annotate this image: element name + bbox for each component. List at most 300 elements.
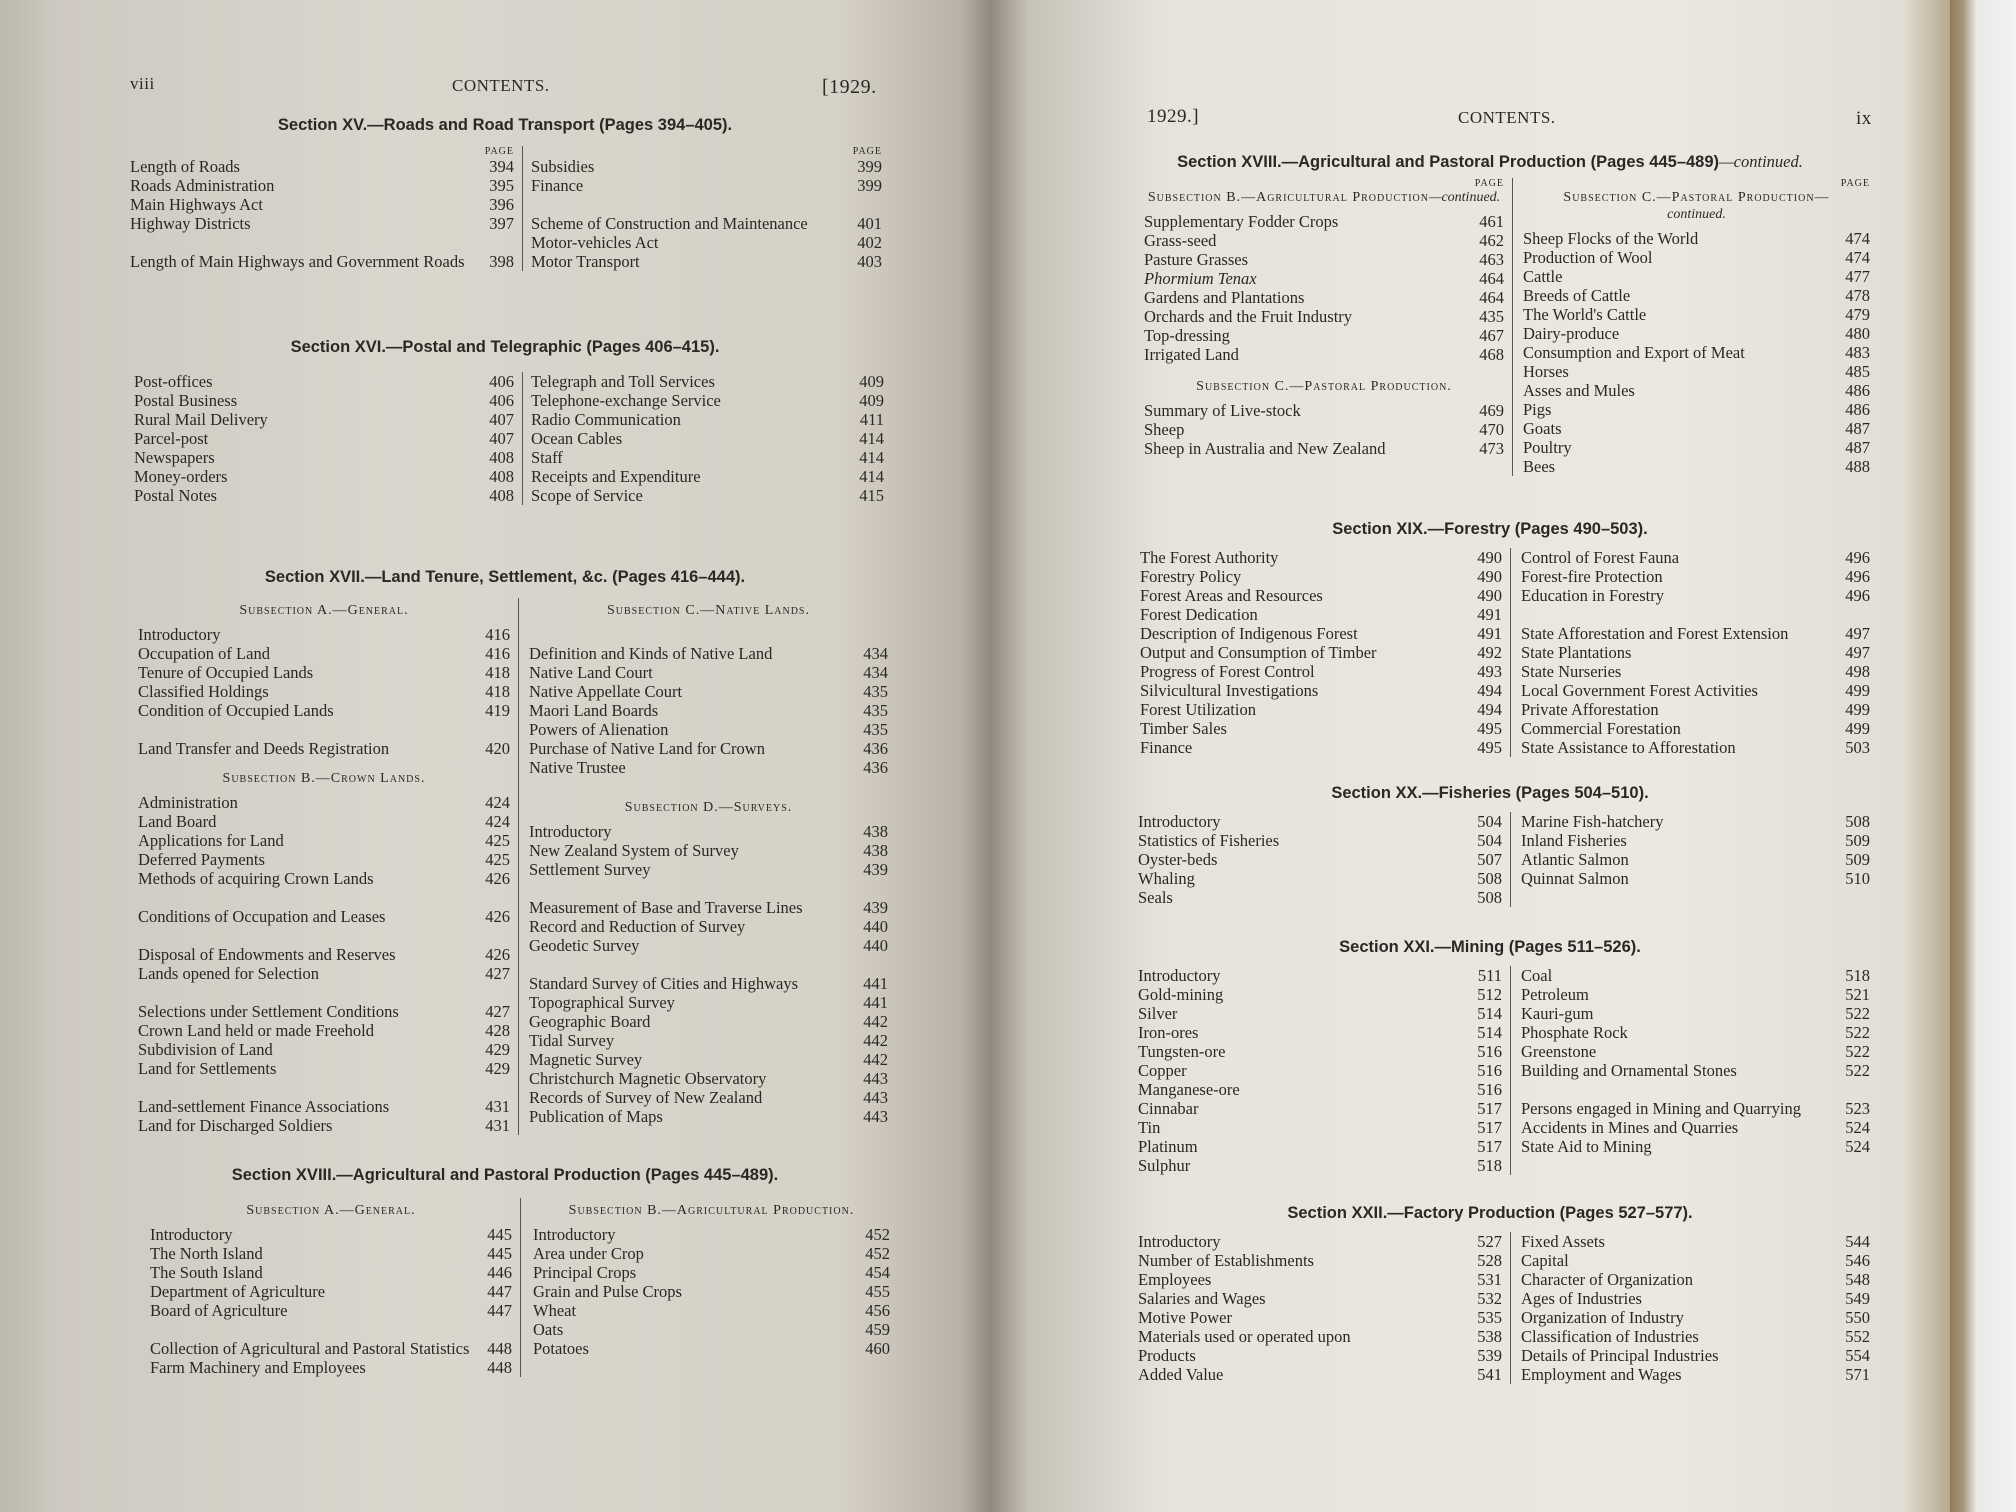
toc-entry-label: Private Afforestation xyxy=(1521,700,1659,719)
subsection-a-heading: Subsection A.—General. xyxy=(246,1203,416,1218)
toc-entry-label: Area under Crop xyxy=(533,1244,644,1263)
toc-entry-page: 407 xyxy=(489,429,514,448)
toc-entry-label: Silvicultural Investigations xyxy=(1140,681,1319,700)
toc-entry xyxy=(1521,738,1870,757)
toc-entry-list xyxy=(1521,548,1870,757)
toc-entry-label: Forest Areas and Resources xyxy=(1140,586,1323,605)
toc-entry-page: 418 xyxy=(485,682,510,701)
toc-entry xyxy=(531,157,882,176)
toc-entry xyxy=(1144,231,1504,250)
section-xvi-right-col xyxy=(522,372,884,505)
toc-entry-label: Phormium Tenax xyxy=(1144,269,1257,288)
toc-entry-label: Description of Indigenous Forest xyxy=(1140,624,1358,643)
toc-entry xyxy=(130,195,514,214)
toc-entry-label: Settlement Survey xyxy=(529,860,651,879)
section-xxii-right-col xyxy=(1510,1232,1870,1384)
toc-entry xyxy=(1521,548,1870,567)
toc-entry-label: Timber Sales xyxy=(1140,719,1227,738)
toc-entry-label: Postal Notes xyxy=(134,486,217,505)
toc-entry-label: Parcel-post xyxy=(134,429,209,448)
toc-entry xyxy=(1140,719,1502,738)
toc-entry xyxy=(130,233,514,271)
toc-entry-label: Kauri-gum xyxy=(1521,1004,1594,1023)
toc-entry-label: State Plantations xyxy=(1521,643,1632,662)
toc-entry-page: 467 xyxy=(1479,326,1504,345)
page-year: [1929. xyxy=(822,76,877,98)
toc-entry-label: Introductory xyxy=(533,1225,616,1244)
toc-entry xyxy=(1138,1365,1502,1384)
toc-entry-label: Land for Settlements xyxy=(138,1059,277,1078)
toc-entry xyxy=(533,1282,890,1301)
toc-entry xyxy=(533,1339,890,1358)
toc-entry xyxy=(134,429,514,448)
toc-entry-page: 479 xyxy=(1845,305,1870,324)
toc-entry-page: 508 xyxy=(1477,869,1502,888)
toc-entry xyxy=(1521,831,1870,850)
toc-entry-page: 522 xyxy=(1845,1042,1870,1061)
toc-entry-label: Classification of Industries xyxy=(1521,1327,1699,1346)
toc-entry-page: 517 xyxy=(1477,1118,1502,1137)
toc-entry-page: 439 xyxy=(863,898,888,917)
toc-entry xyxy=(138,720,510,758)
toc-entry-page: 409 xyxy=(859,391,884,410)
toc-entry-label: Whaling xyxy=(1138,869,1195,888)
toc-entry-page: 441 xyxy=(863,993,888,1012)
toc-entry xyxy=(1138,1061,1502,1080)
toc-entry xyxy=(138,888,510,926)
toc-entry xyxy=(531,372,884,391)
toc-entry-label: Consumption and Export of Meat xyxy=(1523,343,1745,362)
section-xviii-cont-columns xyxy=(1144,178,1870,476)
toc-entry-label: Dairy-produce xyxy=(1523,324,1620,343)
toc-entry xyxy=(533,1244,890,1263)
toc-entry xyxy=(529,1012,888,1031)
toc-entry xyxy=(1521,567,1870,586)
section-xv-columns xyxy=(130,146,882,271)
toc-entry xyxy=(1521,869,1870,888)
toc-entry-page: 518 xyxy=(1477,1156,1502,1175)
toc-entry-page: 425 xyxy=(485,850,510,869)
toc-entry-page: 416 xyxy=(485,625,510,644)
toc-entry-page: 414 xyxy=(859,467,884,486)
toc-entry-page: 462 xyxy=(1479,231,1504,250)
toc-entry-page: 443 xyxy=(863,1088,888,1107)
toc-entry xyxy=(138,850,510,869)
toc-entry xyxy=(138,1021,510,1040)
toc-entry-label: Disposal of Endowments and Reserves xyxy=(138,945,396,964)
toc-entry-page: 510 xyxy=(1845,869,1870,888)
toc-entry-page: 480 xyxy=(1845,324,1870,343)
toc-entry-page: 411 xyxy=(859,410,884,429)
toc-entry-page: 498 xyxy=(1845,662,1870,681)
section-xviii-cont-right-col xyxy=(1512,178,1870,476)
toc-entry-label: Statistics of Fisheries xyxy=(1138,831,1280,850)
toc-entry xyxy=(134,486,514,505)
toc-entry-page: 497 xyxy=(1845,643,1870,662)
toc-entry-page: 441 xyxy=(863,974,888,993)
toc-entry-page: 402 xyxy=(857,233,882,252)
toc-entry xyxy=(529,879,888,917)
section-xviii-cont-left-col xyxy=(1144,178,1512,476)
toc-entry-page: 452 xyxy=(865,1225,890,1244)
toc-entry-page: 394 xyxy=(489,157,514,176)
toc-entry-page: 532 xyxy=(1477,1289,1502,1308)
toc-entry-page: 535 xyxy=(1477,1308,1502,1327)
toc-entry-label: Sulphur xyxy=(1138,1156,1191,1175)
subsection-c-heading: Subsection C.—Pastoral Production. xyxy=(1196,379,1452,394)
subsection-c2-text: Subsection C.—Pastoral Production— xyxy=(1563,190,1830,205)
toc-entry-page: 448 xyxy=(487,1339,512,1358)
toc-entry xyxy=(1138,1346,1502,1365)
section-xx-columns xyxy=(1138,812,1870,907)
toc-entry-label: New Zealand System of Survey xyxy=(529,841,739,860)
toc-entry-label: Administration xyxy=(138,793,238,812)
toc-entry-page: 491 xyxy=(1477,605,1502,624)
toc-entry-list xyxy=(533,1225,890,1358)
section-xxi-left-col xyxy=(1138,966,1510,1175)
toc-entry-list xyxy=(1144,212,1504,364)
toc-entry-label: Forest Utilization xyxy=(1140,700,1256,719)
toc-entry-page: 524 xyxy=(1845,1118,1870,1137)
toc-entry-page: 447 xyxy=(487,1282,512,1301)
toc-entry xyxy=(138,869,510,888)
toc-entry-label: Sheep in Australia and New Zealand xyxy=(1144,439,1386,458)
right-page xyxy=(990,0,1950,1512)
toc-entry xyxy=(150,1301,512,1320)
toc-entry-list xyxy=(130,157,514,271)
toc-entry-page: 434 xyxy=(863,663,888,682)
toc-entry xyxy=(138,1040,510,1059)
toc-entry-page: 408 xyxy=(489,467,514,486)
section-xx-title: Section XX.—Fisheries (Pages 504–510). xyxy=(1331,784,1649,802)
toc-entry xyxy=(1140,738,1502,757)
toc-entry-page: 497 xyxy=(1845,624,1870,643)
toc-entry-label: Motor-vehicles Act xyxy=(531,233,659,252)
toc-entry-label: Farm Machinery and Employees xyxy=(150,1358,366,1377)
toc-entry-label: Materials used or operated upon xyxy=(1138,1327,1351,1346)
toc-entry-page: 419 xyxy=(485,701,510,720)
toc-entry-label: Tidal Survey xyxy=(529,1031,615,1050)
toc-entry xyxy=(130,157,514,176)
toc-entry-list xyxy=(531,157,882,271)
section-xix-title: Section XIX.—Forestry (Pages 490–503). xyxy=(1332,520,1648,538)
toc-entry-page: 448 xyxy=(487,1358,512,1377)
toc-entry-label: The Forest Authority xyxy=(1140,548,1279,567)
toc-entry-label: Classified Holdings xyxy=(138,682,269,701)
toc-entry-list xyxy=(529,822,888,1126)
toc-entry-label: Topographical Survey xyxy=(529,993,675,1012)
toc-entry-page: 549 xyxy=(1845,1289,1870,1308)
toc-entry xyxy=(531,195,882,233)
toc-entry-label: Character of Organization xyxy=(1521,1270,1693,1289)
toc-entry-label: Powers of Alienation xyxy=(529,720,669,739)
toc-entry-page: 461 xyxy=(1479,212,1504,231)
toc-entry xyxy=(1144,420,1504,439)
toc-entry-label: Atlantic Salmon xyxy=(1521,850,1629,869)
toc-entry-label: Newspapers xyxy=(134,448,215,467)
toc-entry-page: 428 xyxy=(485,1021,510,1040)
toc-entry-page: 420 xyxy=(485,739,510,758)
toc-entry-page: 516 xyxy=(1477,1042,1502,1061)
toc-entry-page: 440 xyxy=(863,917,888,936)
toc-entry-page: 443 xyxy=(863,1107,888,1126)
toc-entry-label: Definition and Kinds of Native Land xyxy=(529,644,773,663)
toc-entry xyxy=(1140,624,1502,643)
page-number: ix xyxy=(1856,108,1872,129)
toc-entry-page: 531 xyxy=(1477,1270,1502,1289)
toc-entry xyxy=(533,1225,890,1244)
toc-entry-label: Production of Wool xyxy=(1523,248,1653,267)
toc-entry-label: Introductory xyxy=(1138,966,1221,985)
toc-entry-page: 435 xyxy=(863,720,888,739)
toc-entry-label: Conditions of Occupation and Leases xyxy=(138,907,386,926)
toc-entry-page: 470 xyxy=(1479,420,1504,439)
toc-entry-page: 554 xyxy=(1845,1346,1870,1365)
toc-entry-label: Condition of Occupied Lands xyxy=(138,701,334,720)
toc-entry-page: 507 xyxy=(1477,850,1502,869)
toc-entry-label: Commercial Forestation xyxy=(1521,719,1681,738)
toc-entry-page: 442 xyxy=(863,1012,888,1031)
toc-entry-label: Tin xyxy=(1138,1118,1161,1137)
toc-entry-label: Capital xyxy=(1521,1251,1569,1270)
toc-entry-label: Motive Power xyxy=(1138,1308,1232,1327)
toc-entry xyxy=(1140,662,1502,681)
toc-entry-label: Cattle xyxy=(1523,267,1563,286)
continued-text: —continued. xyxy=(1719,152,1803,171)
section-xxii-left-col xyxy=(1138,1232,1510,1384)
toc-entry xyxy=(529,625,888,663)
toc-entry xyxy=(529,993,888,1012)
toc-entry xyxy=(1523,381,1870,400)
toc-entry-label: State Afforestation and Forest Extension xyxy=(1521,624,1789,643)
section-xviii-columns xyxy=(150,1198,890,1377)
toc-entry-page: 468 xyxy=(1479,345,1504,364)
toc-entry xyxy=(1140,643,1502,662)
toc-entry xyxy=(150,1358,512,1377)
toc-entry-label: Phosphate Rock xyxy=(1521,1023,1628,1042)
toc-entry xyxy=(1138,850,1502,869)
toc-entry xyxy=(150,1244,512,1263)
toc-entry-label: Greenstone xyxy=(1521,1042,1597,1061)
toc-entry xyxy=(138,793,510,812)
toc-entry-label: Department of Agriculture xyxy=(150,1282,326,1301)
toc-entry-page: 426 xyxy=(485,869,510,888)
toc-entry-page: 435 xyxy=(863,682,888,701)
toc-entry xyxy=(1138,1232,1502,1251)
toc-entry-page: 435 xyxy=(863,701,888,720)
toc-entry xyxy=(1523,229,1870,248)
toc-entry-page: 548 xyxy=(1845,1270,1870,1289)
toc-entry-label: Forestry Policy xyxy=(1140,567,1242,586)
toc-entry-label: Added Value xyxy=(1138,1365,1224,1384)
page-number: viii xyxy=(130,74,155,93)
toc-entry-page: 550 xyxy=(1845,1308,1870,1327)
toc-entry xyxy=(1521,662,1870,681)
toc-entry xyxy=(1521,850,1870,869)
toc-entry xyxy=(1144,307,1504,326)
toc-entry xyxy=(1138,1289,1502,1308)
toc-entry-page: 494 xyxy=(1477,681,1502,700)
section-xviii-left-col xyxy=(150,1198,520,1377)
toc-entry xyxy=(1144,288,1504,307)
section-xvii-columns xyxy=(138,598,888,1135)
toc-entry xyxy=(533,1320,890,1339)
toc-entry-label: Accidents in Mines and Quarries xyxy=(1521,1118,1739,1137)
toc-entry-page: 490 xyxy=(1477,567,1502,586)
toc-entry xyxy=(138,926,510,964)
toc-entry-label: Gold-mining xyxy=(1138,985,1224,1004)
toc-entry-page: 477 xyxy=(1845,267,1870,286)
toc-entry-page: 442 xyxy=(863,1050,888,1069)
toc-entry-page: 464 xyxy=(1479,269,1504,288)
toc-entry-page: 459 xyxy=(865,1320,890,1339)
toc-entry xyxy=(1521,812,1870,831)
toc-entry-list xyxy=(1140,548,1502,757)
toc-entry xyxy=(1521,1080,1870,1118)
toc-entry xyxy=(1523,457,1870,476)
toc-entry-page: 528 xyxy=(1477,1251,1502,1270)
toc-entry-page: 522 xyxy=(1845,1061,1870,1080)
section-xv-right-col xyxy=(522,146,882,271)
toc-entry-page: 455 xyxy=(865,1282,890,1301)
toc-entry xyxy=(1138,966,1502,985)
toc-entry-label: Motor Transport xyxy=(531,252,640,271)
section-xviii-right-col xyxy=(520,1198,890,1377)
toc-entry xyxy=(1521,1308,1870,1327)
toc-entry-page: 486 xyxy=(1845,381,1870,400)
toc-entry xyxy=(134,467,514,486)
toc-entry-label: Subdivision of Land xyxy=(138,1040,273,1059)
toc-entry xyxy=(529,860,888,879)
toc-entry-page: 435 xyxy=(1479,307,1504,326)
toc-entry xyxy=(138,701,510,720)
toc-entry-page: 546 xyxy=(1845,1251,1870,1270)
section-xxii-title: Section XXII.—Factory Production (Pages 527–577). xyxy=(1287,1204,1693,1222)
toc-entry-page: 473 xyxy=(1479,439,1504,458)
toc-entry-page: 490 xyxy=(1477,586,1502,605)
toc-entry-page: 408 xyxy=(489,448,514,467)
toc-entry-page: 518 xyxy=(1845,966,1870,985)
section-xxi-title: Section XXI.—Mining (Pages 511–526). xyxy=(1339,938,1641,956)
toc-entry-label: Details of Principal Industries xyxy=(1521,1346,1719,1365)
toc-entry-page: 521 xyxy=(1845,985,1870,1004)
toc-entry xyxy=(1138,812,1502,831)
toc-entry xyxy=(134,372,514,391)
toc-entry xyxy=(529,936,888,955)
toc-entry-label: Native Trustee xyxy=(529,758,626,777)
section-xvi-title: Section XVI.—Postal and Telegraphic (Pages 406–415). xyxy=(290,338,720,356)
toc-entry-label: Length of Roads xyxy=(130,157,240,176)
toc-entry-page: 395 xyxy=(489,176,514,195)
page-year: 1929.] xyxy=(1147,106,1200,127)
toc-entry-label: The North Island xyxy=(150,1244,263,1263)
toc-entry xyxy=(531,252,882,271)
toc-entry-label: Geographic Board xyxy=(529,1012,651,1031)
toc-entry xyxy=(1521,1004,1870,1023)
toc-entry-label: Subsidies xyxy=(531,157,595,176)
section-xxii-columns xyxy=(1138,1232,1870,1384)
toc-entry-page: 406 xyxy=(489,372,514,391)
section-xvii-title: Section XVII.—Land Tenure, Settlement, &c. (Pages 416–444). xyxy=(264,568,746,586)
toc-entry xyxy=(1144,250,1504,269)
running-title: CONTENTS. xyxy=(452,76,550,95)
toc-entry xyxy=(529,720,888,739)
toc-entry-page: 431 xyxy=(485,1097,510,1116)
toc-entry xyxy=(529,1069,888,1088)
toc-entry-label: Main Highways Act xyxy=(130,195,263,214)
toc-entry-page: 571 xyxy=(1845,1365,1870,1384)
toc-entry-page: 474 xyxy=(1845,248,1870,267)
toc-entry-page: 434 xyxy=(863,644,888,663)
toc-entry-label: Grain and Pulse Crops xyxy=(533,1282,682,1301)
toc-entry xyxy=(150,1320,512,1358)
toc-entry xyxy=(1521,643,1870,662)
toc-entry-page: 552 xyxy=(1845,1327,1870,1346)
toc-entry xyxy=(138,1059,510,1078)
toc-entry-page: 436 xyxy=(863,739,888,758)
section-xvi-left-col xyxy=(134,372,522,505)
toc-entry xyxy=(1140,681,1502,700)
toc-entry xyxy=(1521,985,1870,1004)
toc-entry xyxy=(1523,438,1870,457)
toc-entry xyxy=(1138,1099,1502,1118)
toc-entry-label: Pasture Grasses xyxy=(1144,250,1249,269)
toc-entry-page: 429 xyxy=(485,1059,510,1078)
toc-entry xyxy=(1521,1061,1870,1080)
toc-entry-list xyxy=(1521,966,1870,1156)
running-title: CONTENTS. xyxy=(1458,108,1556,127)
left-page xyxy=(0,0,990,1512)
toc-entry-page: 522 xyxy=(1845,1023,1870,1042)
toc-entry-label: Tenure of Occupied Lands xyxy=(138,663,314,682)
toc-entry-label: Scope of Service xyxy=(531,486,643,505)
toc-entry-page: 514 xyxy=(1477,1023,1502,1042)
toc-entry xyxy=(531,448,884,467)
toc-entry-label: Records of Survey of New Zealand xyxy=(529,1088,763,1107)
toc-entry xyxy=(529,1050,888,1069)
toc-entry-page: 544 xyxy=(1845,1232,1870,1251)
toc-entry-label: Collection of Agricultural and Pastoral Statistics xyxy=(150,1339,470,1358)
toc-entry xyxy=(529,1088,888,1107)
toc-entry-label: Staff xyxy=(531,448,563,467)
background-surface xyxy=(1950,0,2016,1512)
toc-entry-label: The South Island xyxy=(150,1263,263,1282)
toc-entry-label: Gardens and Plantations xyxy=(1144,288,1305,307)
toc-entry-label: Irrigated Land xyxy=(1144,345,1239,364)
toc-entry-page: 504 xyxy=(1477,812,1502,831)
section-xix-right-col xyxy=(1510,548,1870,757)
toc-entry-label: Summary of Live-stock xyxy=(1144,401,1301,420)
toc-entry xyxy=(529,663,888,682)
toc-entry xyxy=(130,176,514,195)
toc-entry xyxy=(1140,605,1502,624)
toc-entry-label: Finance xyxy=(531,176,584,195)
toc-entry xyxy=(1138,1270,1502,1289)
toc-entry xyxy=(1138,831,1502,850)
toc-entry-label: Finance xyxy=(1140,738,1193,757)
toc-entry xyxy=(1521,1346,1870,1365)
toc-entry xyxy=(1140,700,1502,719)
toc-entry-label: Iron-ores xyxy=(1138,1023,1199,1042)
toc-entry xyxy=(138,983,510,1021)
toc-entry-list xyxy=(529,625,888,777)
toc-entry xyxy=(531,486,884,505)
toc-entry-label: Measurement of Base and Traverse Lines xyxy=(529,898,803,917)
toc-entry-label: Tungsten-ore xyxy=(1138,1042,1226,1061)
toc-entry xyxy=(134,410,514,429)
toc-entry-label: Rural Mail Delivery xyxy=(134,410,268,429)
toc-entry-label: State Assistance to Afforestation xyxy=(1521,738,1736,757)
